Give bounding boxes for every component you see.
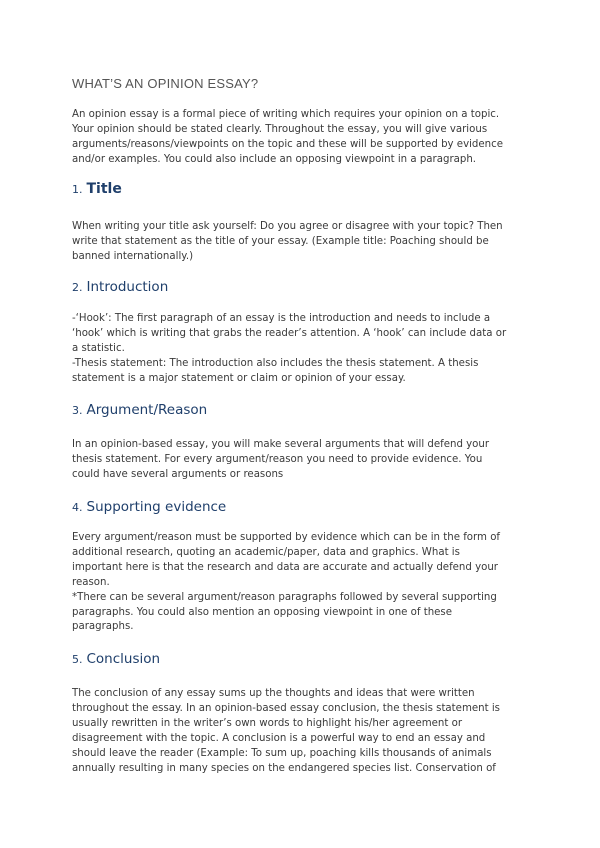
section-evidence-heading (72, 499, 226, 515)
section-title-heading (72, 181, 122, 197)
section-title-body: When writing your title ask yourself: Do you agree or disagree with your topic? Then write that statement as the title of your essay. (Example title: Poaching should be banned internationally.) (72, 221, 503, 262)
section-number: 3. (72, 404, 83, 417)
section-heading-label: Introduction (86, 279, 169, 295)
section-heading-label: Title (86, 181, 122, 197)
section-argument-heading (72, 402, 207, 418)
section-number: 4. (72, 501, 83, 514)
page-title: WHAT’S AN OPINION ESSAY? (72, 76, 259, 91)
section-number: 1. (72, 183, 83, 196)
section-conclusion-body: The conclusion of any essay sums up the thoughts and ideas that were written throughout the essay. In an opinion-based essay conclusion, the thesis statement is usually rewritten in the writer’s own words to highlight his/her agreement or disagreement with the topic. A conclusion is a powerful way to end an essay and should leave the reader (Example: To sum up, poaching kills thousands of animals annually resulting in many species on the endangered species list. Conservation of (72, 688, 500, 774)
section-heading-label: Supporting evidence (86, 499, 227, 515)
section-evidence-body: Every argument/reason must be supported by evidence which can be in the form of additional research, quoting an academic/paper, data and graphics. What is important here is that the research and data are accurate and actually defend your reason. *There can be several argument/reason paragraphs followed by several supporting paragraphs. You could also mention an opposing viewpoint in one of these paragraphs. (72, 532, 501, 633)
section-heading-label: Argument/Reason (86, 402, 208, 418)
section-introduction-heading (72, 279, 168, 295)
section-heading-label: Conclusion (86, 651, 161, 667)
section-argument-body: In an opinion-based essay, you will make several arguments that will defend your thesis statement. For every argument/reason you need to provide evidence. You could have several arguments or reasons (72, 439, 490, 480)
section-number: 5. (72, 653, 83, 666)
intro-paragraph: An opinion essay is a formal piece of writing which requires your opinion on a topic. Your opinion should be stated clearly. Throughout the essay, you will give various arguments/reasons/viewpoints on the topic and these will be supported by evidence and/or examples. You could also include an opposing viewpoint in a paragraph. (72, 109, 503, 165)
section-number: 2. (72, 281, 83, 294)
section-introduction-body: -‘Hook’: The first paragraph of an essay is the introduction and needs to include a ‘hook’ which is writing that grabs the reader’s attention. A ‘hook’ can include data or a statistic. -Thesis statement: The introduction also includes the thesis statement. A thesis statement is a major statement or claim or opinion of your essay. (72, 313, 507, 384)
section-conclusion-heading (72, 651, 160, 667)
